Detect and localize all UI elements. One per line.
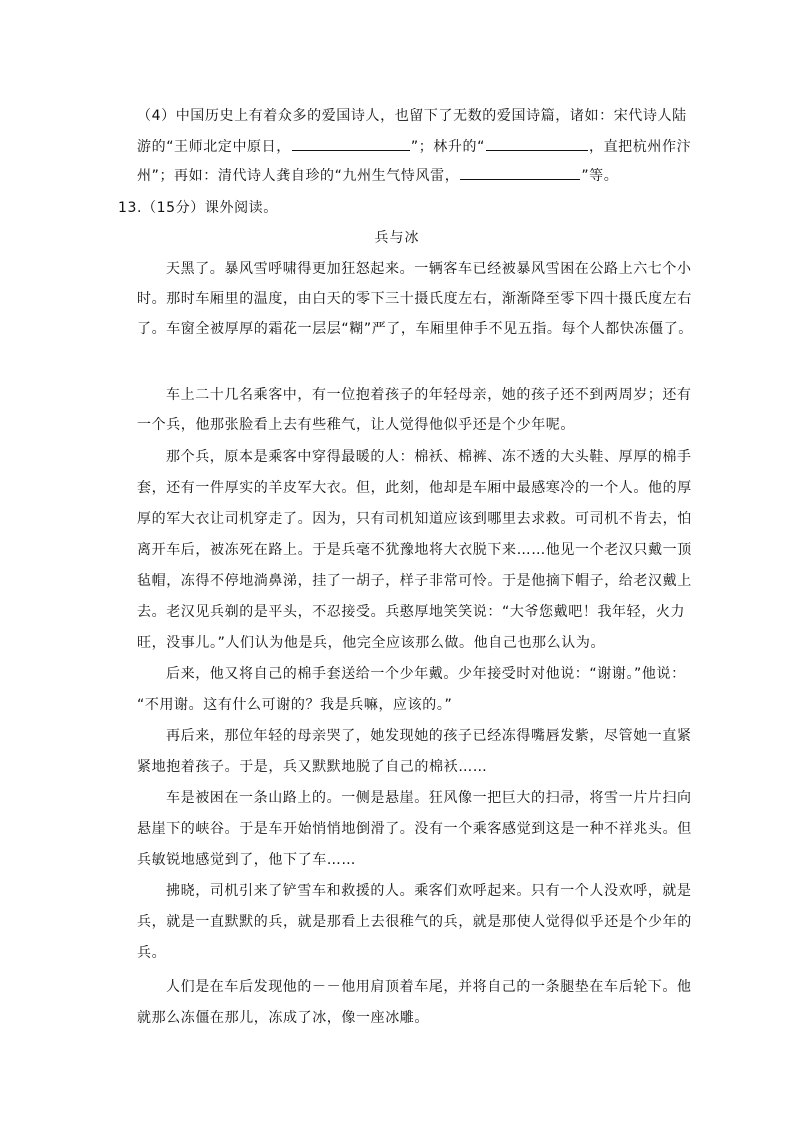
q12-4-line2-text-a: 游的“王师北定中原日， — [137, 139, 291, 155]
q12-4-line2 — [137, 136, 691, 156]
q13-heading: 13.（15分）课外阅读。 — [118, 200, 278, 216]
story-line: “不用谢。这有什么可谢的？我是兵嘛，应该的。” — [137, 697, 453, 713]
story-line: 了。车窗全被厚厚的霜花一层层“糊”严了，车厢里伸手不见五指。每个人都快冻僵了。 — [137, 321, 693, 337]
story-line: 车上二十几名乘客中，有一位抱着孩子的年轻母亲，她的孩子还不到两周岁；还有 — [166, 387, 692, 403]
story-line: 套，还有一件厚实的羊皮军大衣。但，此刻，他却是车厢中最感寒冷的一个人。他的厚 — [137, 480, 692, 496]
story-line: 拂晓，司机引来了铲雪车和救援的人。乘客们欢呼起来。只有一个人没欢呼，就是 — [166, 883, 692, 899]
story-line: 旺，没事儿。”人们认为他是兵，他完全应该那么做。他自己也那么认为。 — [137, 635, 606, 651]
story-line: 毡帽，冻得不停地淌鼻涕，挂了一胡子，样子非常可怜。于是他摘下帽子，给老汉戴上 — [137, 573, 692, 589]
story-line: 后来，他又将自己的棉手套送给一个少年戴。少年接受时对他说：“谢谢。”他说： — [166, 666, 686, 682]
story-line: 一个兵，他那张脸看上去有些稚气，让人觉得他似乎还是个少年呢。 — [137, 417, 575, 433]
story-title: 兵与冰 — [374, 230, 420, 246]
q12-4-line3-text-b: ”等。 — [581, 168, 619, 184]
story-line: 天黑了。暴风雪呼啸得更加狂怒起来。一辆客车已经被暴风雪困在公路上六七个小 — [166, 261, 692, 277]
q12-4-line3 — [137, 165, 618, 185]
answer-blank-2[interactable] — [486, 136, 588, 151]
story-line: 去。老汉见兵剃的是平头，不忍接受。兵憨厚地笑笑说：“大爷您戴吧！我年轻，火力 — [137, 604, 686, 620]
story-line: 兵，就是一直默默的兵，就是那看上去很稚气的兵，就是那使人觉得似乎还是个少年的 — [137, 914, 692, 930]
story-line: 兵。 — [137, 945, 167, 961]
story-line: 人们是在车后发现他的－－他用肩顶着车尾，并将自己的一条腿垫在车后轮下。他 — [166, 979, 692, 995]
story-line: 再后来，那位年轻的母亲哭了，她发现她的孩子已经冻得嘴唇发紫，尽管她一直紧 — [166, 728, 692, 744]
q12-4-line2-text-b: ”；林升的“ — [410, 139, 485, 155]
answer-blank-1[interactable] — [292, 136, 410, 151]
story-line: 就那么冻僵在那儿，冻成了冰，像一座冰雕。 — [137, 1010, 429, 1026]
story-line: 厚的军大衣让司机穿走了。因为，只有司机知道应该到哪里去求救。可司机不肯去，怕 — [137, 511, 692, 527]
story-line: 离开车后，被冻死在路上。于是兵毫不犹豫地将大衣脱下来……他见一个老汉只戴一顶 — [137, 542, 692, 558]
answer-blank-3[interactable] — [460, 165, 580, 180]
story-line: 时。那时车厢里的温度，由白天的零下三十摄氏度左右，渐渐降至零下四十摄氏度左右 — [137, 291, 692, 307]
story-line: 车是被困在一条山路上的。一侧是悬崖。狂风像一把巨大的扫帚，将雪一片片扫向 — [166, 790, 692, 806]
story-line: 那个兵，原本是乘客中穿得最暖的人：棉袄、棉裤、冻不透的大头鞋、厚厚的棉手 — [166, 449, 692, 465]
q12-4-line1: （4）中国历史上有着众多的爱国诗人，也留下了无数的爱国诗篇，诸如：宋代诗人陆 — [137, 108, 687, 124]
story-line: 兵敏锐地感觉到了，他下了车…… — [137, 852, 356, 868]
story-line: 紧地抱着孩子。于是，兵又默默地脱了自己的棉袄…… — [137, 759, 488, 775]
story-line: 悬崖下的峡谷。于是车开始悄悄地倒滑了。没有一个乘客感觉到这是一种不祥兆头。但 — [137, 821, 692, 837]
q12-4-line2-text-c: ，直把杭州作汴 — [588, 139, 692, 155]
q12-4-line3-text-a: 州”；再如：清代诗人龚自珍的“九州生气恃风雷， — [137, 168, 460, 184]
